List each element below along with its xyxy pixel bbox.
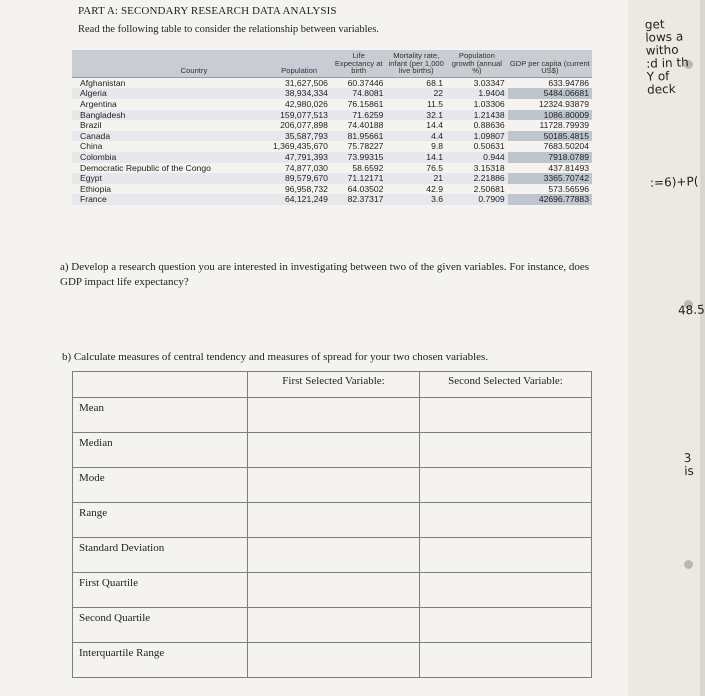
- value-cell: 1086.80009: [508, 110, 592, 121]
- value-cell: 14.4: [426, 120, 444, 131]
- first-variable-answer-cell[interactable]: [248, 433, 420, 468]
- value-cell: 1,369,435,670: [272, 141, 328, 152]
- value-cell: 38,934,334: [267, 88, 331, 99]
- measure-label: First Quartile: [73, 573, 248, 608]
- col-header-life-expectancy: Life Expectancy at birth: [331, 50, 386, 77]
- value-cell: 32.1: [386, 110, 446, 121]
- data-table-row: [72, 77, 592, 88]
- value-cell: 1.09807: [446, 131, 508, 142]
- data-table-row: [72, 163, 592, 174]
- value-cell: 47,791,393: [267, 152, 331, 163]
- value-cell: 7683.50204: [543, 141, 589, 152]
- data-table-row: [72, 141, 592, 152]
- value-cell: 68.1: [426, 77, 444, 88]
- value-cell: 0.944: [446, 152, 508, 163]
- value-cell: 35,587,793: [267, 131, 331, 142]
- value-cell: 4.4: [386, 131, 446, 142]
- first-variable-answer-cell[interactable]: [248, 468, 420, 503]
- measure-label: Interquartile Range: [73, 643, 248, 678]
- value-cell: 3.6: [386, 194, 446, 205]
- value-cell: 5484.06681: [508, 88, 592, 99]
- value-cell: 31,627,506: [284, 77, 328, 88]
- value-cell: 633.94786: [548, 77, 589, 88]
- data-table-row: [72, 152, 592, 163]
- first-variable-answer-cell[interactable]: [248, 398, 420, 433]
- value-cell: 3.15318: [473, 162, 505, 173]
- value-cell: 60.37446: [347, 77, 384, 88]
- country-cell: Afghanistan: [80, 77, 126, 88]
- value-cell: 0.88636: [473, 120, 505, 131]
- value-cell: 74.40188: [347, 120, 384, 131]
- answer-grid-row: [73, 573, 592, 608]
- second-variable-header: Second Selected Variable:: [420, 372, 592, 398]
- value-cell: 76.5: [426, 162, 444, 173]
- country-cell: Canada: [72, 131, 267, 142]
- value-cell: 1.21438: [446, 110, 508, 121]
- measure-label: Standard Deviation: [73, 538, 248, 573]
- value-cell: 82.37317: [331, 194, 386, 205]
- value-cell: 50185.4815: [508, 131, 592, 142]
- measure-label: Mean: [73, 398, 248, 433]
- value-cell: 2.50681: [473, 183, 505, 194]
- country-cell: Argentina: [80, 98, 117, 109]
- data-table-row: [72, 173, 592, 184]
- data-table: [72, 50, 592, 205]
- data-table-row: [72, 110, 592, 121]
- value-cell: 0.7909: [446, 194, 508, 205]
- country-cell: France: [72, 194, 267, 205]
- col-header-country: Country: [72, 50, 267, 77]
- answer-grid-row: [73, 643, 592, 678]
- value-cell: 0.50631: [473, 141, 505, 152]
- measure-label: Second Quartile: [73, 608, 248, 643]
- country-cell: China: [80, 141, 103, 152]
- value-cell: 73.99315: [331, 152, 386, 163]
- value-cell: 1.9404: [446, 88, 508, 99]
- intro-text: Read the following table to consider the relationship between variables.: [78, 24, 379, 35]
- country-cell: Ethiopia: [80, 183, 112, 194]
- value-cell: 12324.93879: [538, 98, 589, 109]
- value-cell: 3365.70742: [508, 173, 592, 184]
- first-variable-answer-cell[interactable]: [248, 503, 420, 538]
- value-cell: 159,077,513: [267, 110, 331, 121]
- measure-label: Median: [73, 433, 248, 468]
- second-variable-answer-cell[interactable]: [420, 503, 592, 538]
- handwritten-note: :=6)+P(: [649, 174, 699, 190]
- value-cell: 74.8081: [331, 88, 386, 99]
- data-table-row: [72, 184, 592, 195]
- value-cell: 14.1: [386, 152, 446, 163]
- value-cell: 21: [386, 173, 446, 184]
- value-cell: 1.03306: [473, 98, 505, 109]
- value-cell: 64,121,249: [267, 194, 331, 205]
- country-cell: Democratic Republic of the Congo: [80, 162, 211, 173]
- col-header-population: Population: [267, 50, 331, 77]
- answer-grid: [72, 371, 592, 678]
- col-header-gdp: GDP per capita (current US$): [508, 50, 592, 77]
- value-cell: 71.12171: [331, 173, 386, 184]
- value-cell: 76.15861: [347, 98, 384, 109]
- adjacent-notebook-page: [628, 0, 705, 696]
- data-table-row: [72, 120, 592, 131]
- col-header-infant-mortality: Mortality rate, infant (per 1,000 live births): [386, 50, 446, 77]
- first-variable-answer-cell[interactable]: [248, 573, 420, 608]
- value-cell: 7918.0789: [508, 152, 592, 163]
- country-cell: Egypt: [72, 173, 267, 184]
- country-cell: Colombia: [72, 152, 267, 163]
- second-variable-answer-cell[interactable]: [420, 433, 592, 468]
- answer-grid-row: [73, 538, 592, 573]
- value-cell: 42696.77883: [508, 194, 592, 205]
- page-title: PART A: SECONDARY RESEARCH DATA ANALYSIS: [78, 5, 337, 17]
- data-table-row: [72, 99, 592, 110]
- data-table-row: [72, 194, 592, 205]
- second-variable-answer-cell[interactable]: [420, 643, 592, 678]
- value-cell: 71.6259: [331, 110, 386, 121]
- value-cell: 74,877,030: [284, 162, 328, 173]
- measure-label: Mode: [73, 468, 248, 503]
- second-variable-answer-cell[interactable]: [420, 608, 592, 643]
- answer-grid-row: [73, 503, 592, 538]
- data-table-row: [72, 131, 592, 142]
- question-a: a) Develop a research question you are interested in investigating between two of the given variables. For instance, does GDP impact life expectancy?: [60, 261, 590, 288]
- answer-grid-row: [73, 608, 592, 643]
- second-variable-answer-cell[interactable]: [420, 538, 592, 573]
- question-b: b) Calculate measures of central tendency and measures of spread for your two chosen variables.: [62, 351, 489, 363]
- handwritten-note: 48.5: [677, 302, 705, 318]
- value-cell: 2.21886: [446, 173, 508, 184]
- second-variable-answer-cell[interactable]: [420, 468, 592, 503]
- value-cell: 22: [386, 88, 446, 99]
- value-cell: 75.78227: [347, 141, 384, 152]
- value-cell: 42.9: [426, 183, 444, 194]
- second-variable-answer-cell[interactable]: [420, 398, 592, 433]
- answer-grid-row: [73, 433, 592, 468]
- country-cell: Brazil: [80, 120, 102, 131]
- second-variable-answer-cell[interactable]: [420, 573, 592, 608]
- handwritten-note: get lows a witho :d in th Y of deck: [644, 17, 689, 97]
- country-cell: Bangladesh: [72, 110, 267, 121]
- value-cell: 89,579,670: [267, 173, 331, 184]
- first-variable-header: First Selected Variable:: [248, 372, 420, 398]
- first-variable-answer-cell[interactable]: [248, 538, 420, 573]
- first-variable-answer-cell[interactable]: [248, 643, 420, 678]
- value-cell: 573.56596: [548, 183, 589, 194]
- value-cell: 206,077,898: [280, 120, 328, 131]
- answer-grid-row: [73, 468, 592, 503]
- data-table-header: [72, 50, 592, 77]
- data-table-row: [72, 88, 592, 99]
- value-cell: 11728.79939: [539, 120, 589, 131]
- answer-grid-corner: [73, 372, 248, 398]
- first-variable-answer-cell[interactable]: [248, 608, 420, 643]
- value-cell: 9.8: [431, 141, 444, 152]
- value-cell: 96,958,732: [284, 183, 328, 194]
- value-cell: 3.03347: [473, 77, 505, 88]
- answer-grid-row: [73, 398, 592, 433]
- value-cell: 58.6592: [352, 162, 384, 173]
- handwritten-note: 3 is: [683, 450, 695, 479]
- value-cell: 64.03502: [347, 183, 384, 194]
- value-cell: 11.5: [426, 98, 444, 109]
- value-cell: 42,980,026: [284, 98, 328, 109]
- country-cell: Algeria: [72, 88, 267, 99]
- binder-hole: [684, 560, 693, 569]
- value-cell: 81.95661: [331, 131, 386, 142]
- value-cell: 437.81493: [548, 162, 589, 173]
- col-header-population-growth: Population growth (annual %): [446, 50, 508, 77]
- measure-label: Range: [73, 503, 248, 538]
